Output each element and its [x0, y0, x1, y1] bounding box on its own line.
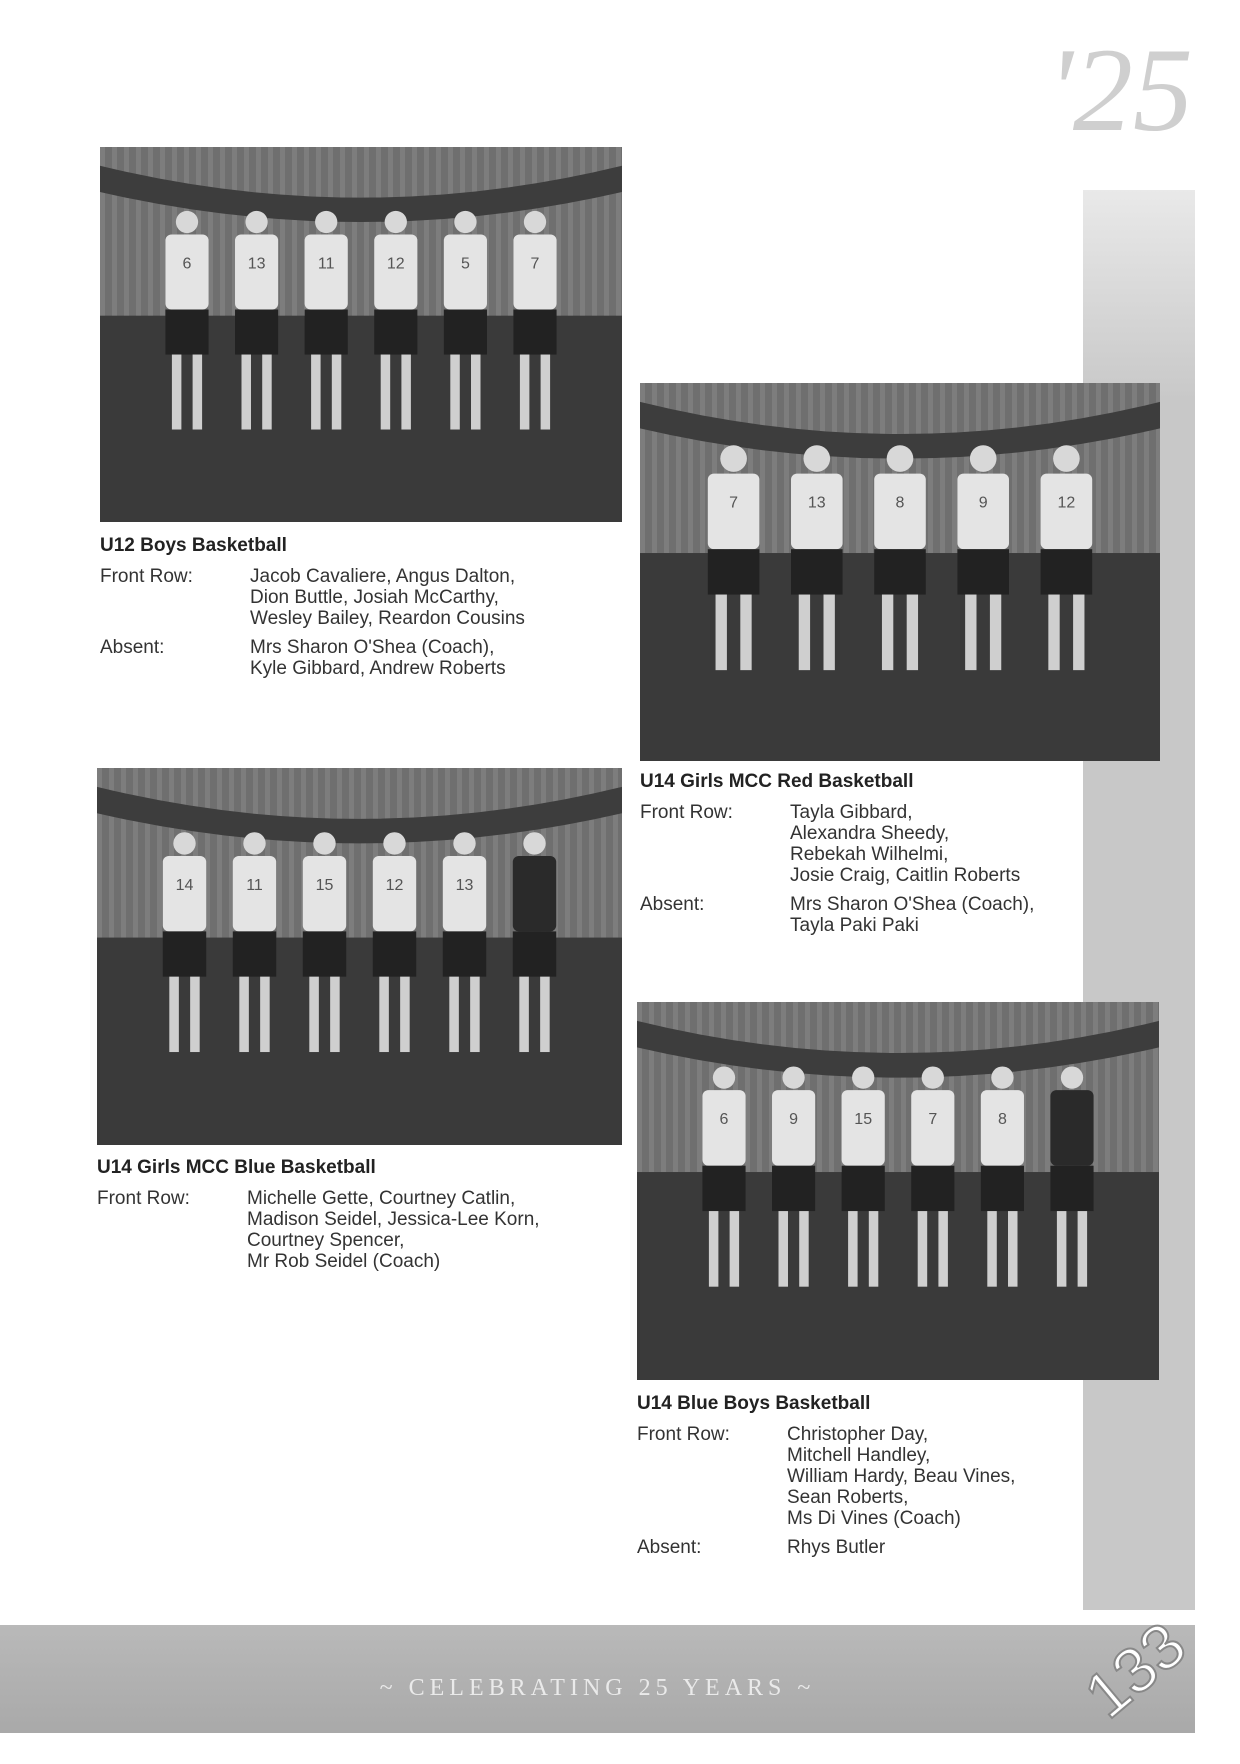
head: [243, 832, 265, 854]
head: [922, 1066, 944, 1088]
name-line: Sean Roberts,: [787, 1487, 909, 1508]
curtain-fold: [688, 383, 693, 553]
curtain-fold: [436, 147, 441, 316]
jersey-number: 7: [928, 1111, 938, 1129]
jersey-number: 8: [997, 1111, 1007, 1129]
leg: [848, 1211, 857, 1287]
shorts: [981, 1166, 1024, 1211]
leg: [990, 595, 1001, 671]
side-band-gradient: [1083, 190, 1195, 400]
head: [383, 832, 405, 854]
shorts: [373, 931, 416, 976]
footer-celebrating-text: ~ CELEBRATING 25 YEARS ~: [379, 1675, 816, 1701]
leg: [450, 355, 459, 430]
jersey-number: 15: [854, 1111, 873, 1129]
jersey-number: 14: [175, 876, 194, 894]
leg: [1057, 1211, 1066, 1287]
caption-row-names: [787, 1537, 1077, 1558]
photo-svg: [97, 768, 622, 1145]
shorts: [1041, 549, 1093, 594]
curtain-fold: [496, 147, 501, 316]
caption-row: [97, 1188, 577, 1272]
caption-row: [640, 802, 1080, 886]
curtain-fold: [1105, 1002, 1110, 1172]
leg: [470, 977, 480, 1052]
curtain-fold: [856, 383, 861, 553]
curtain-fold: [757, 1002, 762, 1172]
curtain-fold: [889, 1002, 894, 1172]
team-photo-u14-blue-boys: [637, 1002, 1159, 1380]
leg: [471, 355, 480, 430]
caption-u12-boys: [100, 535, 580, 687]
curtain-fold: [136, 147, 141, 316]
name-line: Mitchell Handley,: [787, 1445, 931, 1466]
head: [887, 445, 914, 472]
leg: [379, 977, 389, 1052]
leg: [938, 1211, 947, 1287]
leg: [519, 977, 529, 1052]
caption-row: [100, 566, 580, 629]
leg: [332, 355, 341, 430]
curtain-fold: [364, 147, 369, 316]
curtain-fold: [817, 1002, 822, 1172]
photo-svg: [637, 1002, 1159, 1380]
jersey-number: 11: [317, 255, 335, 273]
curtain-fold: [673, 1002, 678, 1172]
curtain-fold: [421, 768, 426, 938]
leg: [172, 355, 181, 430]
caption-u14-girls-red: [640, 771, 1080, 944]
jersey: [513, 856, 556, 931]
jersey-number: 9: [789, 1111, 799, 1129]
shorts: [957, 549, 1009, 594]
page-number: 133: [1070, 1608, 1200, 1732]
curtain-fold: [784, 383, 789, 553]
curtain-fold: [844, 383, 849, 553]
shorts: [444, 310, 487, 355]
leg: [1073, 595, 1084, 671]
name-line: Kyle Gibbard, Andrew Roberts: [250, 658, 506, 679]
curtain-fold: [1024, 383, 1029, 553]
curtain-fold: [961, 1002, 966, 1172]
shorts: [305, 310, 348, 355]
leg: [799, 595, 810, 671]
leg: [239, 977, 249, 1052]
curtain-fold: [928, 383, 933, 553]
caption-row-names: [247, 1188, 577, 1272]
name-line: Tayla Paki Paki: [790, 915, 919, 936]
shorts: [513, 310, 556, 355]
curtain-fold: [1036, 383, 1041, 553]
curtain-fold: [220, 147, 225, 316]
team-photo-u14-girls-blue: [97, 768, 622, 1145]
leg: [381, 355, 390, 430]
jersey-number: 11: [246, 876, 263, 894]
jersey-number: 12: [385, 876, 404, 894]
shorts: [513, 931, 556, 976]
leg: [799, 1211, 808, 1287]
curtain-fold: [217, 768, 222, 938]
curtain-fold: [745, 1002, 750, 1172]
leg: [190, 977, 200, 1052]
jersey-number: 12: [386, 255, 405, 273]
jersey: [1050, 1090, 1093, 1166]
caption-row-names: [790, 802, 1080, 886]
jersey-number: 13: [807, 494, 826, 512]
leg: [400, 977, 410, 1052]
head: [315, 211, 337, 233]
leg: [918, 1211, 927, 1287]
curtain-fold: [952, 383, 957, 553]
curtain-fold: [772, 383, 777, 553]
curtain-fold: [1120, 383, 1125, 553]
jersey-number: 7: [729, 494, 739, 512]
caption-row-names: [250, 637, 580, 679]
curtain-fold: [352, 147, 357, 316]
curtain-fold: [1033, 1002, 1038, 1172]
name-line: Alexandra Sheedy,: [790, 823, 950, 844]
curtain-fold: [145, 768, 150, 938]
team-photo-u12-boys: [100, 147, 622, 522]
head: [720, 445, 747, 472]
leg: [778, 1211, 787, 1287]
photo-svg: [100, 147, 622, 522]
name-line: Courtney Spencer,: [247, 1230, 405, 1251]
caption-row: [100, 637, 580, 679]
name-line: Rebekah Wilhelmi,: [790, 844, 949, 865]
name-line: Jacob Cavaliere, Angus Dalton,: [250, 566, 516, 587]
head: [713, 1066, 735, 1088]
name-line: Mr Rob Seidel (Coach): [247, 1251, 441, 1272]
curtain-fold: [208, 147, 213, 316]
leg: [169, 977, 179, 1052]
shorts: [1050, 1166, 1093, 1211]
shorts: [708, 549, 760, 594]
curtain-fold: [568, 147, 573, 316]
name-line: Dion Buttle, Josiah McCarthy,: [250, 587, 499, 608]
name-line: William Hardy, Beau Vines,: [787, 1466, 1016, 1487]
curtain-fold: [361, 768, 366, 938]
caption-row-names: [250, 566, 580, 629]
caption-title: U12 Boys Basketball: [100, 535, 287, 556]
curtain-fold: [508, 147, 513, 316]
leg: [1008, 1211, 1017, 1287]
jersey-number: 15: [315, 876, 334, 894]
caption-row: [637, 1537, 1077, 1558]
leg: [824, 595, 835, 671]
head: [524, 211, 546, 233]
curtain-fold: [1108, 383, 1113, 553]
leg: [882, 595, 893, 671]
name-line: Josie Craig, Caitlin Roberts: [790, 865, 1021, 886]
curtain-fold: [1117, 1002, 1122, 1172]
leg: [309, 977, 319, 1052]
caption-row-label: Absent:: [637, 1537, 702, 1558]
head: [803, 445, 830, 472]
shorts: [842, 1166, 885, 1211]
head: [782, 1066, 804, 1088]
curtain-fold: [433, 768, 438, 938]
curtain-fold: [1096, 383, 1101, 553]
shorts: [374, 310, 417, 355]
name-line: Wesley Bailey, Reardon Cousins: [250, 608, 525, 629]
leg: [241, 355, 250, 430]
leg: [193, 355, 202, 430]
leg: [1048, 595, 1059, 671]
anniversary-logo: '25: [1047, 23, 1193, 156]
head: [385, 211, 407, 233]
caption-row-names: [790, 894, 1080, 936]
caption-title: U14 Girls MCC Red Basketball: [640, 771, 914, 792]
curtain-fold: [589, 768, 594, 938]
jersey-number: 13: [455, 876, 474, 894]
name-line: Mrs Sharon O'Shea (Coach),: [790, 894, 1035, 915]
jersey-number: 8: [895, 494, 905, 512]
leg: [262, 355, 271, 430]
head: [991, 1066, 1013, 1088]
leg: [987, 1211, 996, 1287]
leg: [330, 977, 340, 1052]
jersey-number: 9: [978, 494, 988, 512]
curtain-fold: [868, 383, 873, 553]
curtain-fold: [697, 1002, 702, 1172]
caption-row: [640, 894, 1080, 936]
head: [1061, 1066, 1083, 1088]
leg: [541, 355, 550, 430]
caption-u14-girls-blue: [97, 1157, 577, 1280]
curtain-fold: [424, 147, 429, 316]
jersey-number: 6: [719, 1111, 729, 1129]
head: [970, 445, 997, 472]
name-line: Michelle Gette, Courtney Catlin,: [247, 1188, 516, 1209]
curtain-fold: [760, 383, 765, 553]
photo-svg: [640, 383, 1160, 761]
leg: [401, 355, 410, 430]
curtain-fold: [973, 1002, 978, 1172]
shorts: [233, 931, 276, 976]
curtain-fold: [280, 147, 285, 316]
caption-row-label: Absent:: [100, 637, 165, 658]
curtain-fold: [685, 1002, 690, 1172]
curtain-fold: [580, 147, 585, 316]
name-line: Tayla Gibbard,: [790, 802, 913, 823]
shorts: [235, 310, 278, 355]
head: [1053, 445, 1080, 472]
curtain-fold: [700, 383, 705, 553]
caption-row-label: Front Row:: [640, 802, 733, 823]
caption-title: U14 Blue Boys Basketball: [637, 1393, 871, 1414]
curtain-fold: [1045, 1002, 1050, 1172]
leg: [1078, 1211, 1087, 1287]
caption-u14-blue-boys: [637, 1393, 1077, 1566]
curtain-fold: [289, 768, 294, 938]
leg: [965, 595, 976, 671]
caption-row: [637, 1424, 1077, 1529]
name-line: Rhys Butler: [787, 1537, 886, 1558]
head: [173, 832, 195, 854]
shorts: [163, 931, 206, 976]
leg: [716, 595, 727, 671]
leg: [709, 1211, 718, 1287]
curtain-fold: [901, 1002, 906, 1172]
shorts: [165, 310, 208, 355]
head: [454, 211, 476, 233]
leg: [260, 977, 270, 1052]
shorts: [443, 931, 486, 976]
team-photo-u14-girls-red: [640, 383, 1160, 761]
curtain-fold: [277, 768, 282, 938]
jersey-number: 7: [530, 255, 540, 273]
caption-row-label: Front Row:: [637, 1424, 730, 1445]
caption-row-names: [787, 1424, 1077, 1529]
shorts: [791, 549, 843, 594]
head: [176, 211, 198, 233]
name-line: Madison Seidel, Jessica-Lee Korn,: [247, 1209, 540, 1230]
curtain-fold: [292, 147, 297, 316]
shorts: [772, 1166, 815, 1211]
caption-title: U14 Girls MCC Blue Basketball: [97, 1157, 376, 1178]
head: [453, 832, 475, 854]
shorts: [303, 931, 346, 976]
curtain-fold: [940, 383, 945, 553]
caption-row-label: Absent:: [640, 894, 705, 915]
jersey-number: 5: [460, 255, 470, 273]
curtain-fold: [160, 147, 165, 316]
shorts: [874, 549, 926, 594]
curtain-fold: [1012, 383, 1017, 553]
curtain-fold: [493, 768, 498, 938]
name-line: Ms Di Vines (Coach): [787, 1508, 961, 1529]
curtain-fold: [133, 768, 138, 938]
jersey-number: 6: [182, 255, 192, 273]
curtain-fold: [556, 147, 561, 316]
jersey-number: 13: [247, 255, 266, 273]
head: [523, 832, 545, 854]
leg: [449, 977, 459, 1052]
leg: [740, 595, 751, 671]
curtain-fold: [505, 768, 510, 938]
shorts: [911, 1166, 954, 1211]
curtain-fold: [577, 768, 582, 938]
leg: [869, 1211, 878, 1287]
curtain-fold: [157, 768, 162, 938]
curtain-fold: [676, 383, 681, 553]
curtain-fold: [349, 768, 354, 938]
head: [313, 832, 335, 854]
leg: [730, 1211, 739, 1287]
leg: [907, 595, 918, 671]
caption-row-label: Front Row:: [97, 1188, 190, 1209]
curtain-fold: [1093, 1002, 1098, 1172]
leg: [540, 977, 550, 1052]
leg: [311, 355, 320, 430]
name-line: Mrs Sharon O'Shea (Coach),: [250, 637, 495, 658]
leg: [520, 355, 529, 430]
head: [852, 1066, 874, 1088]
shorts: [702, 1166, 745, 1211]
name-line: Christopher Day,: [787, 1424, 929, 1445]
caption-row-label: Front Row:: [100, 566, 193, 587]
curtain-fold: [565, 768, 570, 938]
head: [245, 211, 267, 233]
jersey-number: 12: [1057, 494, 1076, 512]
curtain-fold: [148, 147, 153, 316]
curtain-fold: [829, 1002, 834, 1172]
